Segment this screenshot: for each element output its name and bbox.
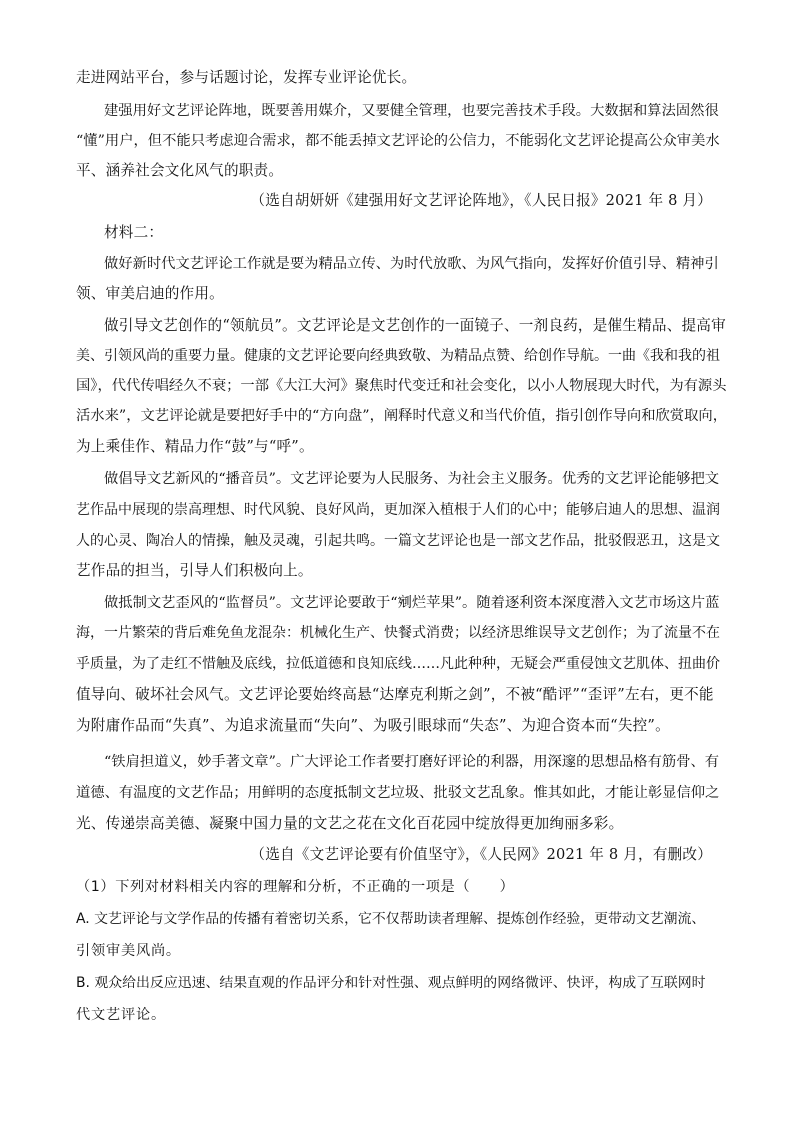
material1-source: （选自胡妍妍《建强用好文艺评论阵地》，《人民日报》2021 年 8 月） <box>250 192 712 209</box>
material2-para-line: 做抵制文艺歪风的“监督员”。文艺评论要敢于“剜烂苹果”。随着逐利资本深度潜入文艺市场这片蓝 <box>104 595 720 611</box>
option-a-line: A. 文艺评论与文学作品的传播有着密切关系，它不仅帮助读者理解、提炼创作经验，更带动文艺潮流、 <box>76 911 706 927</box>
material2-para-line: “铁肩担道义，妙手著文章”。广大评论工作者要打磨好评论的利器，用深邃的思想品格有筋骨、有 <box>104 754 720 770</box>
material2-para-line: 美、引领风尚的重要力量。健康的文艺评论要向经典致敬、为精品点赞、给创作导航。一曲《我和我的祖 <box>76 348 720 364</box>
material2-para-line: 乎质量，为了走红不惜触及底线，拉低道德和良知底线……凡此种种，无疑会严重侵蚀文艺肌体、扭曲价 <box>76 656 720 672</box>
material2-heading: 材料二： <box>104 224 164 241</box>
material2-para-line: 做引导文艺创作的“领航员”。文艺评论是文艺创作的一面镜子、一剂良药，是催生精品、提高审 <box>104 317 726 334</box>
material2-para-line: 人的心灵、陶冶人的情操，触及灵魂，引起共鸣。一篇文艺评论也是一部文艺作品，批驳假恶丑，这是文 <box>76 533 720 549</box>
material2-para-line: 道德、有温度的文艺作品；用鲜明的态度抵制文艺垃圾、批驳文艺乱象。惟其如此，才能让彰显信仰之 <box>76 785 720 801</box>
material2-para-line: 做倡导文艺新风的“播音员”。文艺评论要为人民服务、为社会主义服务。优秀的文艺评论能够把文 <box>104 471 720 487</box>
option-b-line: 代文艺评论。 <box>76 1007 166 1023</box>
material2-para-line: 海，一片繁荣的背后难免鱼龙混杂：机械化生产、快餐式消费；以经济思维误导文艺创作；为了流量不在 <box>76 625 720 641</box>
material2-para-line: 做好新时代文艺评论工作就是要为精品立传、为时代放歌、为风气指向，发挥好价值引导、精神引 <box>104 256 719 272</box>
material1-line: 走进网站平台，参与话题讨论，发挥专业评论优长。 <box>76 69 417 86</box>
option-a-line: 引领审美风尚。 <box>76 943 181 959</box>
question-stem: （1）下列对材料相关内容的理解和分析，不正确的一项是（ ） <box>76 879 515 895</box>
material2-para-line: 艺作品中展现的崇高理想、时代风貌、良好风尚，更加深入植根于人们的心中；能够启迪人的思想、温润 <box>76 502 720 518</box>
material2-para-line: 国》，代代传唱经久不衰；一部《大江大河》聚焦时代变迁和社会变化，以小人物展现大时代，为有源头 <box>76 378 727 394</box>
material2-para-line: 艺作品的担当，引导人们积极向上。 <box>76 562 313 579</box>
material2-para-line: 领、审美启迪的作用。 <box>76 285 224 302</box>
material1-para-line: 建强用好文艺评论阵地，既要善用媒介，又要健全管理，也要完善技术手段。大数据和算法固然很 <box>104 103 719 119</box>
material1-para-line: “懂”用户，但不能只考虑迎合需求，都不能丢掉文艺评论的公信力，不能弱化文艺评论提高公众审美水 <box>76 133 720 149</box>
material2-para-line: 光、传递崇高美德、凝聚中国力量的文艺之花在文化百花园中绽放得更加绚丽多彩。 <box>76 815 624 832</box>
option-b-line: B. 观众给出反应迅速、结果直观的作品评分和针对性强、观点鲜明的网络微评、快评，构成了互联网时 <box>76 975 706 991</box>
material2-para-line: 为附庸作品而“失真”、为追求流量而“失向”、为吸引眼球而“失态”、为迎合资本而“失控”。 <box>76 717 670 734</box>
material2-source: （选自《文艺评论要有价值坚守》，《人民网》2021 年 8 月，有删改） <box>250 846 712 863</box>
material2-para-line: 为上乘佳作、精品力作“鼓”与“呼”。 <box>76 438 314 455</box>
material2-para-line: 值导向、破坏社会风气。文艺评论要始终高悬“达摩克利斯之剑”，不被“酷评”“歪评”左右，更不能 <box>76 686 714 703</box>
material1-para-line: 平、涵养社会文化风气的职责。 <box>76 162 284 179</box>
material2-para-line: 活水来”，文艺评论就是要把好手中的“方向盘”，阐释时代意义和当代价值，指引创作导向和欣赏取向， <box>76 408 727 424</box>
